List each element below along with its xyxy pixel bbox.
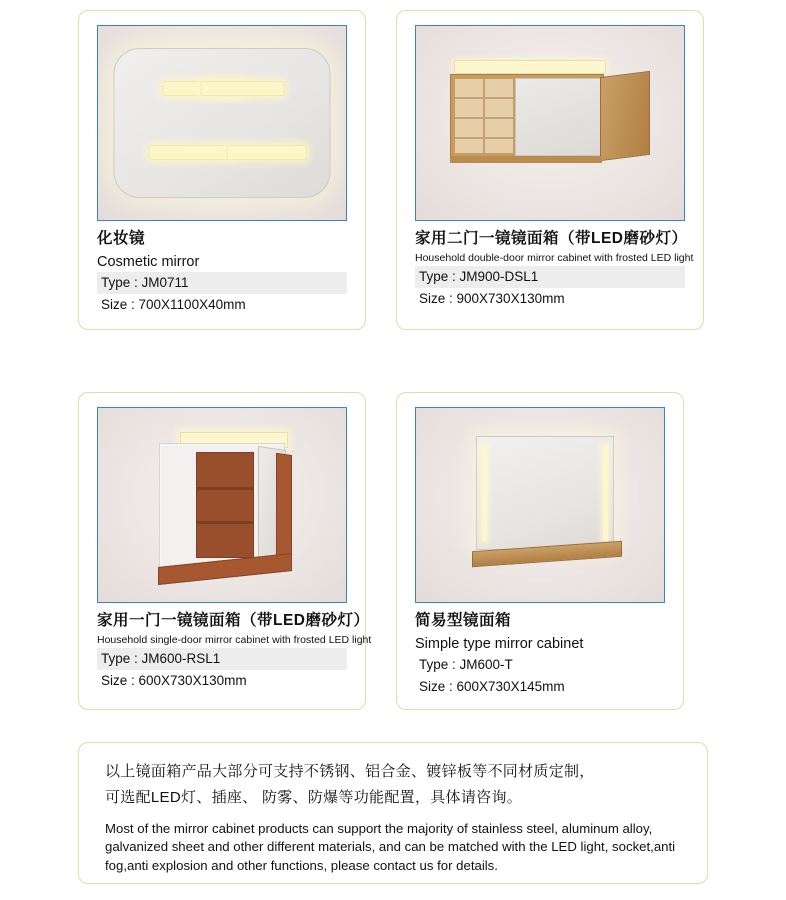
product-title-en: Household double-door mirror cabinet with frosted LED light	[415, 251, 694, 264]
product-card-single-door-cabinet	[78, 392, 372, 710]
double-door-mirror-cabinet-photo	[415, 25, 685, 221]
product-size: Size : 600X730X145mm	[419, 679, 565, 695]
mirror-illustration	[114, 48, 331, 198]
product-card-cosmetic-mirror	[78, 10, 366, 330]
product-title-en: Cosmetic mirror	[97, 253, 200, 270]
simple-type-mirror-cabinet-photo	[415, 407, 665, 603]
product-size: Size : 900X730X130mm	[419, 290, 565, 306]
product-size: Size : 700X1100X40mm	[101, 297, 246, 313]
product-title-en: Household single-door mirror cabinet with frosted LED light	[97, 633, 372, 646]
product-card-double-door-cabinet	[396, 10, 704, 330]
single-door-mirror-cabinet-photo	[97, 407, 347, 603]
note-box	[78, 742, 708, 884]
product-card-simple-type-cabinet	[396, 392, 684, 710]
product-title-zh: 化妆镜	[97, 230, 146, 247]
note-zh-line2: 可选配LED灯、插座、 防雾、防爆等功能配置，具体请咨询。	[105, 789, 523, 807]
product-title-zh: 简易型镜面箱	[415, 612, 512, 629]
product-title-zh: 家用一门一镜镜面箱（带LED磨砂灯）	[97, 612, 370, 629]
product-type: Type : JM600-RSL1	[97, 648, 347, 670]
product-type: Type : JM0711	[97, 272, 347, 294]
product-type: Type : JM600-T	[419, 657, 513, 673]
cosmetic-mirror-photo	[97, 25, 347, 221]
note-zh-line1: 以上镜面箱产品大部分可支持不锈钢、铝合金、镀锌板等不同材质定制，	[105, 763, 595, 780]
product-title-zh: 家用二门一镜镜面箱（带LED磨砂灯）	[415, 230, 688, 247]
product-size: Size : 600X730X130mm	[101, 672, 247, 688]
cabinet-illustration	[444, 60, 658, 170]
product-type: Type : JM900-DSL1	[415, 266, 685, 288]
note-en-text: Most of the mirror cabinet products can support the majority of stainless steel, aluminum alloy, galvanized sheet and other different materials, and can be matched with the LED light, socket,anti fog,anti explosion and other functions, please contact us for details.	[105, 820, 676, 873]
cabinet-illustration	[476, 436, 626, 586]
product-title-en: Simple type mirror cabinet	[415, 635, 584, 652]
cabinet-illustration	[150, 432, 330, 590]
